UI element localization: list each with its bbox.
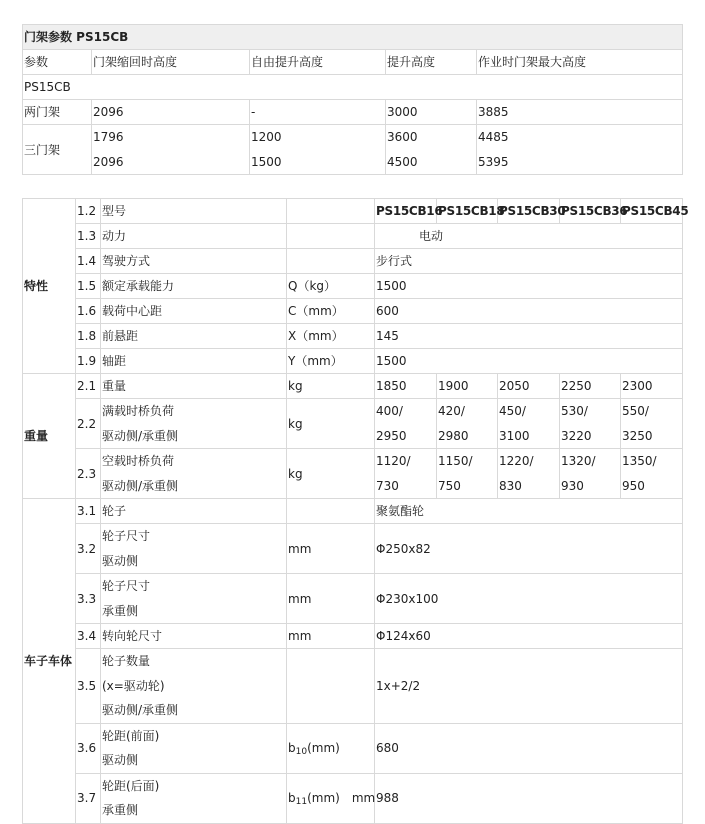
spec-number: 3.6 (76, 723, 101, 773)
spec-number: 3.2 (76, 524, 101, 574)
spec-number: 3.4 (76, 624, 101, 649)
spec-unit: $b_{11}(mm)$ mm (287, 773, 375, 823)
spec-value: 1x+2/2 (375, 649, 683, 724)
mast-cell: - (250, 100, 386, 125)
spec-row (23, 399, 683, 449)
spec-value: 1150/ 750 (437, 449, 498, 499)
spec-unit (287, 499, 375, 524)
spec-unit: mm (287, 574, 375, 624)
spec-unit: mm (287, 524, 375, 574)
spec-row (23, 499, 683, 524)
spec-value: 聚氨酯轮 (375, 499, 683, 524)
spec-item: 载荷中心距 (101, 299, 287, 324)
spec-row (23, 324, 683, 349)
spec-row (23, 349, 683, 374)
category-chassis: 车子车体 (23, 499, 76, 824)
spec-value: 步行式 (375, 249, 683, 274)
spec-unit (287, 249, 375, 274)
spec-value: Φ124x60 (375, 624, 683, 649)
spec-value: 400/ 2950 (375, 399, 437, 449)
spec-row (23, 249, 683, 274)
spec-number: 1.2 (76, 199, 101, 224)
spec-item: 轮子尺寸 承重侧 (101, 574, 287, 624)
spec-row (23, 624, 683, 649)
spec-value: 530/ 3220 (560, 399, 621, 449)
spec-value: 2050 (498, 374, 560, 399)
header-max-height: 作业时门架最大高度 (477, 50, 683, 75)
spec-unit: Y（mm） (287, 349, 375, 374)
spec-row (23, 224, 683, 249)
spec-value: 1850 (375, 374, 437, 399)
spec-value: 2300 (621, 374, 683, 399)
spec-value: 1220/ 830 (498, 449, 560, 499)
spec-item: 轮子尺寸 驱动侧 (101, 524, 287, 574)
mast-cell: 1200 1500 (250, 125, 386, 175)
spec-row (23, 199, 683, 224)
spec-number: 2.3 (76, 449, 101, 499)
header-param: 参数 (23, 50, 92, 75)
model-header: PS15CB30 (498, 199, 560, 224)
spec-value: 1320/ 930 (560, 449, 621, 499)
spec-unit (287, 199, 375, 224)
model-header: PS15CB45 (621, 199, 683, 224)
spec-number: 3.7 (76, 773, 101, 823)
spec-number: 2.1 (76, 374, 101, 399)
spec-item: 轴距 (101, 349, 287, 374)
category-features: 特性 (23, 199, 76, 374)
spec-unit: kg (287, 374, 375, 399)
spec-row (23, 449, 683, 499)
header-lift-height: 提升高度 (386, 50, 477, 75)
mast-row-name: 两门架 (23, 100, 92, 125)
mast-table-title: 门架参数 PS15CB (23, 25, 683, 50)
spec-item: 轮子数量 (x=驱动轮) 驱动侧/承重侧 (101, 649, 287, 724)
spec-value: Φ250x82 (375, 524, 683, 574)
category-weight: 重量 (23, 374, 76, 499)
spec-item: 轮距(后面) 承重侧 (101, 773, 287, 823)
spec-value: 450/ 3100 (498, 399, 560, 449)
model-header: PS15CB18 (437, 199, 498, 224)
spec-row (23, 773, 683, 823)
spec-row (23, 574, 683, 624)
spec-value: 680 (375, 723, 683, 773)
spec-row (23, 374, 683, 399)
spec-row (23, 649, 683, 724)
spec-number: 1.9 (76, 349, 101, 374)
spec-unit: mm (287, 624, 375, 649)
spec-unit: X（mm） (287, 324, 375, 349)
spec-unit: C（mm） (287, 299, 375, 324)
spec-value: 1500 (375, 274, 683, 299)
spec-row (23, 299, 683, 324)
spec-row (23, 524, 683, 574)
spec-unit: kg (287, 449, 375, 499)
mast-cell: 1796 2096 (92, 125, 250, 175)
spec-value: 1120/ 730 (375, 449, 437, 499)
spec-item: 重量 (101, 374, 287, 399)
spec-number: 1.5 (76, 274, 101, 299)
mast-model: PS15CB (23, 75, 683, 100)
spec-row (23, 274, 683, 299)
mast-cell: 4485 5395 (477, 125, 683, 175)
spec-number: 3.3 (76, 574, 101, 624)
mast-row-name: 三门架 (23, 125, 92, 175)
specification-table (22, 198, 689, 824)
model-header: PS15CB36 (560, 199, 621, 224)
spec-value: 600 (375, 299, 683, 324)
spec-item: 空载时桥负荷 驱动侧/承重侧 (101, 449, 287, 499)
spec-value: 988 (375, 773, 683, 823)
spec-item: 型号 (101, 199, 287, 224)
spec-number: 3.1 (76, 499, 101, 524)
spec-unit (287, 649, 375, 724)
mast-cell: 3885 (477, 100, 683, 125)
mast-cell: 3000 (386, 100, 477, 125)
spec-number: 1.8 (76, 324, 101, 349)
mast-cell: 2096 (92, 100, 250, 125)
spec-item: 转向轮尺寸 (101, 624, 287, 649)
spec-number: 1.3 (76, 224, 101, 249)
mast-cell: 3600 4500 (386, 125, 477, 175)
spec-row (23, 723, 683, 773)
spec-value: 145 (375, 324, 683, 349)
spec-item: 轮子 (101, 499, 287, 524)
spec-unit: Q（kg） (287, 274, 375, 299)
spec-value: 2250 (560, 374, 621, 399)
spec-number: 2.2 (76, 399, 101, 449)
spec-item: 额定承载能力 (101, 274, 287, 299)
spec-item: 动力 (101, 224, 287, 249)
header-free-lift: 自由提升高度 (250, 50, 386, 75)
spec-item: 满载时桥负荷 驱动侧/承重侧 (101, 399, 287, 449)
spec-item: 前悬距 (101, 324, 287, 349)
spec-value: 420/ 2980 (437, 399, 498, 449)
model-header: PS15CB16 (375, 199, 437, 224)
spec-unit: kg (287, 399, 375, 449)
spec-unit (287, 224, 375, 249)
header-lowered-height: 门架缩回时高度 (92, 50, 250, 75)
spec-value: 1350/ 950 (621, 449, 683, 499)
spec-number: 3.5 (76, 649, 101, 724)
spec-value: 电动 (375, 224, 683, 249)
spec-value: 1900 (437, 374, 498, 399)
mast-parameters-table (22, 24, 683, 175)
spec-number: 1.4 (76, 249, 101, 274)
spec-value: 550/ 3250 (621, 399, 683, 449)
spec-unit: $b_{10}(mm)$ (287, 723, 375, 773)
spec-value: 1500 (375, 349, 683, 374)
spec-item: 轮距(前面) 驱动侧 (101, 723, 287, 773)
spec-item: 驾驶方式 (101, 249, 287, 274)
spec-value: Φ230x100 (375, 574, 683, 624)
spec-number: 1.6 (76, 299, 101, 324)
